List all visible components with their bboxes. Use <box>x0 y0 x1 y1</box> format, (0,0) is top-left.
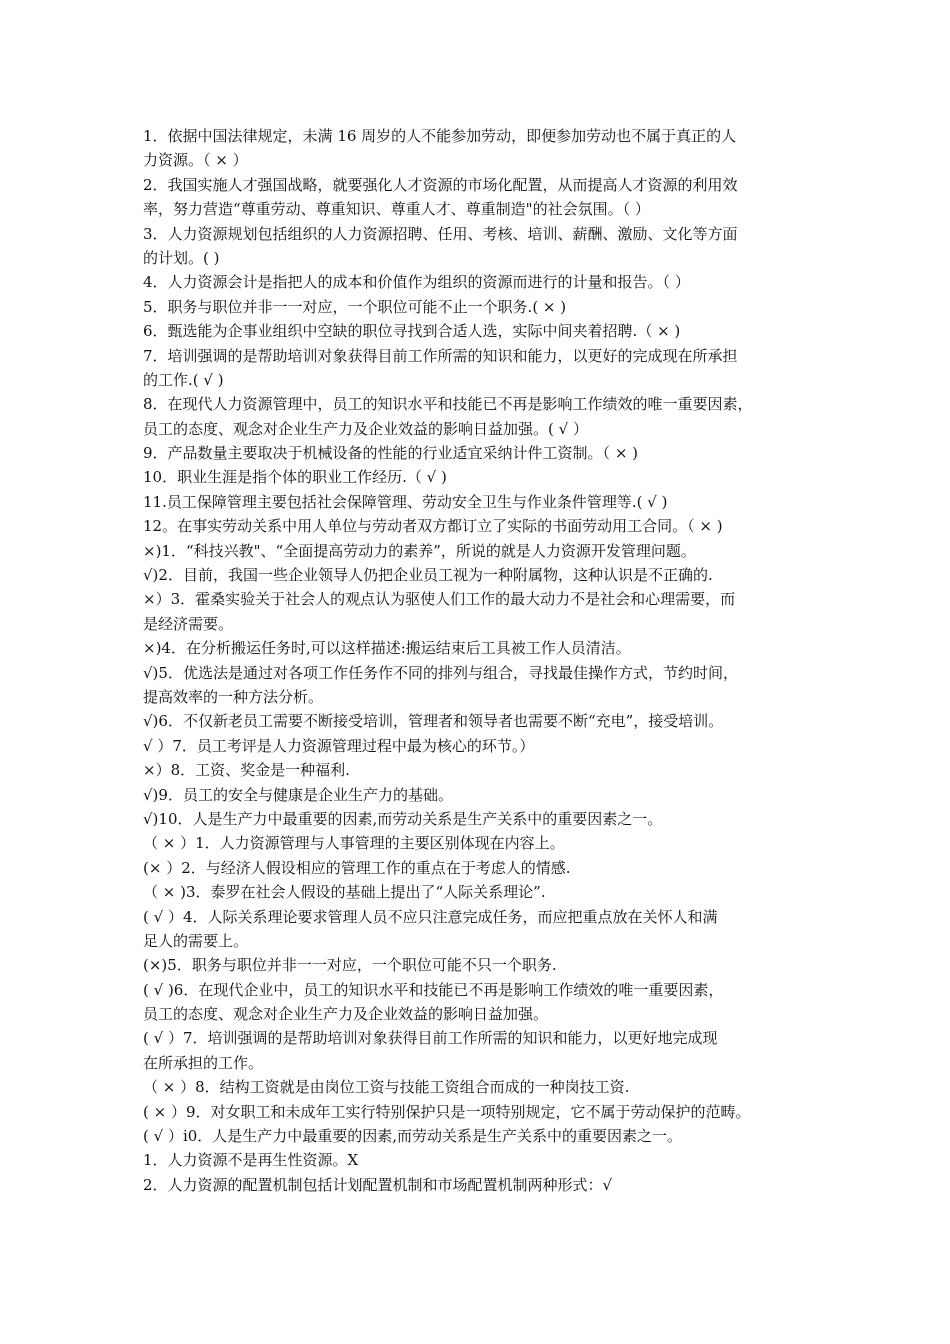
text-line: (× ）2．与经济人假设相应的管理工作的重点在于考虑人的情感. <box>143 858 571 877</box>
text-line: 是经济需要。 <box>143 614 234 633</box>
text-line: ×)4．在分析搬运任务时,可以这样描述:搬运结束后工具被工作人员清洁。 <box>143 639 631 658</box>
text-line: 4．人力资源会计是指把人的成本和价值作为组织的资源而进行的计量和报告。（ ） <box>143 273 690 292</box>
text-line: 的计划。( ) <box>143 248 220 267</box>
text-line: ×）3．霍桑实验关于社会人的观点认为驱使人们工作的最大动力不是社会和心理需要，而 <box>143 590 736 609</box>
text-line: 2．我国实施人才强国战略，就要强化人才资源的市场化配置，从而提高人才资源的利用效 <box>143 175 738 194</box>
text-line: 1．人力资源不是再生性资源。X <box>143 1151 359 1170</box>
text-line: 2．人力资源的配置机制包括计划配置机制和市场配置机制两种形式：√ <box>143 1175 613 1194</box>
text-line: 率，努力营造“尊重劳动、尊重知识、尊重人才、尊重制造"的社会氛围。（ ） <box>143 200 650 219</box>
text-line: √)5．优选法是通过对各项工作任务作不同的排列与组合，寻找最佳操作方式，节约时间， <box>143 663 738 682</box>
text-line: ( √ ）i0．人是生产力中最重要的因素,而劳动关系是生产关系中的重要因素之一。 <box>143 1127 683 1146</box>
text-line: 在所承担的工作。 <box>143 1053 264 1072</box>
text-line: 5．职务与职位并非一一对应，一个职位可能不止一个职务.( × ) <box>143 297 567 316</box>
text-line: （ × ）1．人力资源管理与人事管理的主要区别体现在内容上。 <box>143 834 565 853</box>
text-line: （ × )3．泰罗在社会人假设的基础上提出了“人际关系理论”. <box>143 883 546 902</box>
text-line: （ × ）8．结构工资就是由岗位工资与技能工资组合而成的一种岗技工资. <box>143 1078 630 1097</box>
text-line: √)2．目前，我国一些企业领导人仍把企业员工视为一种附属物，这种认识是不正确的. <box>143 566 713 585</box>
document-body <box>143 124 815 1197</box>
text-line: √)9．员工的安全与健康是企业生产力的基础。 <box>143 785 453 804</box>
text-line: (×)5．职务与职位并非一一对应，一个职位可能不只一个职务. <box>143 956 557 975</box>
text-line: 11.员工保障管理主要包括社会保障管理、劳动安全卫生与作业条件管理等.( √ ) <box>143 492 668 511</box>
text-line: 足人的需要上。 <box>143 931 249 950</box>
text-line: 力资源。（ × ） <box>143 151 248 170</box>
text-line: 1．依据中国法律规定，未满 16 周岁的人不能参加劳动，即便参加劳动也不属于真正的人 <box>143 127 737 145</box>
text-line: ( √ ）4．人际关系理论要求管理人员不应只注意完成任务，而应把重点放在关怀人和满 <box>143 907 718 926</box>
text-line: 6．甄选能为企事业组织中空缺的职位寻找到合适人选，实际中间夹着招聘.（ × ) <box>143 322 681 341</box>
text-line: √)10．人是生产力中最重要的因素,而劳动关系是生产关系中的重要因素之一。 <box>143 809 663 828</box>
text-line: ( √ ）7．培训强调的是帮助培训对象获得目前工作所需的知识和能力，以更好地完成现 <box>143 1029 718 1048</box>
text-line: ×）8．工资、奖金是一种福利. <box>143 761 350 780</box>
text-line: ( × ）9．对女职工和未成年工实行特别保护只是一项特别规定，它不属于劳动保护的范畴。 <box>143 1102 751 1121</box>
text-line: 员工的态度、观念对企业生产力及企业效益的影响日益加强。 <box>143 1005 549 1024</box>
text-line: ( √ )6．在现代企业中，员工的知识水平和技能已不再是影响工作绩效的唯一重要因素， <box>143 980 724 999</box>
text-line: 的工作.( √ ) <box>143 370 224 389</box>
text-line: 员工的态度、观念对企业生产力及企业效益的影响日益加强。( √ ） <box>143 419 588 438</box>
text-line: 3．人力资源规划包括组织的人力资源招聘、任用、考核、培训、薪酬、激励、文化等方面 <box>143 224 738 243</box>
text-line: √)6．不仅新老员工需要不断接受培训，管理者和领导者也需要不断“充电”，接受培训。 <box>143 712 724 731</box>
text-line: 10．职业生涯是指个体的职业工作经历.（ √ ) <box>143 468 447 487</box>
text-line: ×)1．“科技兴教"、“全面提高劳动力的素养”，所说的就是人力资源开发管理问题。 <box>143 541 696 560</box>
text-line: 9．产品数量主要取决于机械设备的性能的行业适宜采纳计件工资制。（ × ) <box>143 444 639 463</box>
text-line: 7．培训强调的是帮助培训对象获得目前工作所需的知识和能力，以更好的完成现在所承担 <box>143 346 738 365</box>
text-line: 12。在事实劳动关系中用人单位与劳动者双方都订立了实际的书面劳动用工合同。（ × ) <box>143 517 723 536</box>
text-line: √ ）7．员工考评是人力资源管理过程中最为核心的环节。） <box>143 736 535 755</box>
text-line: 提高效率的一种方法分析。 <box>143 687 324 706</box>
text-line: 8．在现代人力资源管理中，员工的知识水平和技能已不再是影响工作绩效的唯一重要因素， <box>143 395 753 414</box>
